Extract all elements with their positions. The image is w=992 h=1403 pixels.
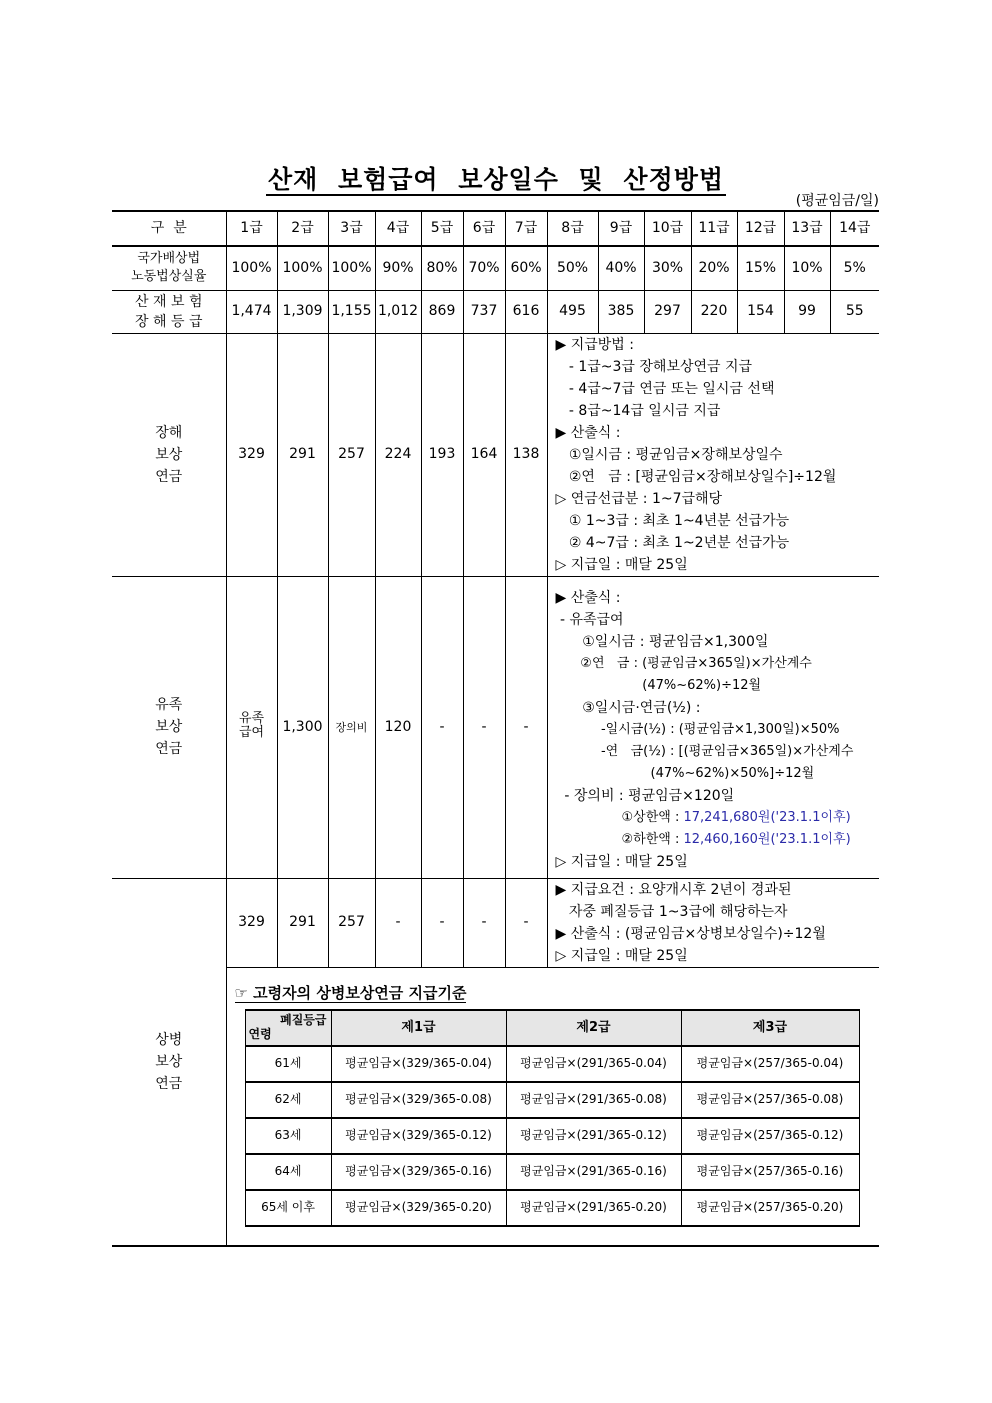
survivor-cell: -: [421, 576, 463, 878]
disability-description: ▶ 지급방법 : - 1급~3급 장해보상연금 지급 - 4급~7급 연금 또는 일시금 선택 - 8급~14급 일시금 지급 ▶ 산출식 : ①일시금 : 평균임금×장해보상일수 ②연 금 : [평균임금×장해보상일수]÷12월 ▷ 연금선급분 : 1~7급해당 ① 1~3급 : 최초 1~4년분 선급가능 ② 4~7급 : 최초 1~2년분 선급가능 ▷ 지급일 : 매달 25일: [547, 333, 879, 576]
formula-cell: 평균임금×(329/365-0.12): [331, 1118, 506, 1154]
formula-cell: 평균임금×(329/365-0.08): [331, 1082, 506, 1118]
elderly-title: ☞ 고령자의 상병보상연금 지급기준: [234, 983, 467, 1002]
age-cell: 64세: [245, 1154, 331, 1190]
rate-cell: 10%: [784, 246, 830, 290]
age-cell: 63세: [245, 1118, 331, 1154]
rate-cell: 5%: [830, 246, 879, 290]
header-row: [112, 211, 879, 246]
age-cell: 61세: [245, 1046, 331, 1082]
formula-cell: 평균임금×(257/365-0.04): [681, 1046, 859, 1082]
min-amount: ②하한액 : 12,460,160원('23.1.1이후): [621, 831, 851, 847]
formula-cell: 평균임금×(291/365-0.08): [506, 1082, 681, 1118]
rate-cell: 80%: [421, 246, 463, 290]
header-label: 구 분: [112, 211, 226, 246]
disability-cell: 257: [328, 333, 375, 576]
table-row: [245, 1190, 859, 1226]
formula-cell: 평균임금×(257/365-0.20): [681, 1190, 859, 1226]
days-cell: 55: [830, 290, 879, 333]
grade-header: 4급: [375, 211, 421, 246]
sickness-cell: -: [505, 878, 547, 967]
rate-cell: 40%: [598, 246, 644, 290]
days-cell: 220: [691, 290, 737, 333]
elderly-header-row: [245, 1010, 859, 1046]
table-row: [245, 1046, 859, 1082]
grade-header: 6급: [463, 211, 505, 246]
survivor-cell: -: [505, 576, 547, 878]
formula-cell: 평균임금×(257/365-0.16): [681, 1154, 859, 1190]
survivor-benefit-label: 유족급여: [226, 576, 277, 878]
sickness-description: ▶ 지급요건 : 요양개시후 2년이 경과된 자중 폐질등급 1~3급에 해당하는자 ▶ 산출식 : (평균임금×상병보상일수)÷12월 ▷ 지급일 : 매달 25일: [547, 878, 879, 967]
grade-header: 12급: [737, 211, 784, 246]
rate-cell: 100%: [277, 246, 328, 290]
days-cell: 1,474: [226, 290, 277, 333]
rate-label: 국가배상법 노동법상실율: [112, 246, 226, 290]
rate-cell: 90%: [375, 246, 421, 290]
rate-cell: 15%: [737, 246, 784, 290]
sickness-cell: -: [375, 878, 421, 967]
rate-cell: 50%: [547, 246, 598, 290]
disability-cell: 193: [421, 333, 463, 576]
formula-cell: 평균임금×(291/365-0.16): [506, 1154, 681, 1190]
elderly-col-header: 제3급: [681, 1010, 859, 1046]
sickness-cell: 329: [226, 878, 277, 967]
days-cell: 1,155: [328, 290, 375, 333]
days-cell: 99: [784, 290, 830, 333]
sickness-cell: -: [463, 878, 505, 967]
rate-row: [112, 246, 879, 290]
funeral-days: 120: [375, 576, 421, 878]
disability-cell: 291: [277, 333, 328, 576]
days-cell: 737: [463, 290, 505, 333]
formula-cell: 평균임금×(329/365-0.04): [331, 1046, 506, 1082]
rate-cell: 70%: [463, 246, 505, 290]
days-cell: 154: [737, 290, 784, 333]
survivor-days: 1,300: [277, 576, 328, 878]
grade-header: 10급: [644, 211, 691, 246]
days-cell: 1,012: [375, 290, 421, 333]
disability-cell: 224: [375, 333, 421, 576]
elderly-section: [226, 967, 879, 1246]
max-amount: ①상한액 : 17,241,680원('23.1.1이후): [621, 809, 851, 825]
rate-cell: 20%: [691, 246, 737, 290]
rate-cell: 100%: [328, 246, 375, 290]
grade-header: 11급: [691, 211, 737, 246]
grade-header: 9급: [598, 211, 644, 246]
sickness-cell: 257: [328, 878, 375, 967]
table-row: [245, 1154, 859, 1190]
rate-cell: 30%: [644, 246, 691, 290]
sickness-label: 상병 보상 연금: [112, 878, 226, 1246]
formula-cell: 평균임금×(257/365-0.08): [681, 1082, 859, 1118]
survivor-label: 유족 보상 연금: [112, 576, 226, 878]
benefit-table: [112, 210, 879, 1247]
formula-cell: 평균임금×(291/365-0.20): [506, 1190, 681, 1226]
days-cell: 869: [421, 290, 463, 333]
grade-header: 13급: [784, 211, 830, 246]
grade-header: 5급: [421, 211, 463, 246]
days-cell: 616: [505, 290, 547, 333]
sickness-row: [112, 878, 879, 967]
corner-cell: 폐질등급 연령: [245, 1010, 331, 1046]
sickness-cell: -: [421, 878, 463, 967]
disability-row: [112, 333, 879, 576]
table-row: [245, 1082, 859, 1118]
grade-header: 14급: [830, 211, 879, 246]
funeral-label: 장의비: [328, 576, 375, 878]
elderly-row: [112, 967, 879, 1246]
disability-label: 장해 보상 연금: [112, 333, 226, 576]
formula-cell: 평균임금×(291/365-0.12): [506, 1118, 681, 1154]
formula-cell: 평균임금×(291/365-0.04): [506, 1046, 681, 1082]
formula-cell: 평균임금×(329/365-0.20): [331, 1190, 506, 1226]
days-cell: 297: [644, 290, 691, 333]
rate-cell: 60%: [505, 246, 547, 290]
unit-note: (평균임금/일): [795, 193, 879, 209]
days-cell: 1,309: [277, 290, 328, 333]
days-label: 산 재 보 험 장 해 등 급: [112, 290, 226, 333]
age-cell: 62세: [245, 1082, 331, 1118]
days-cell: 495: [547, 290, 598, 333]
disability-cell: 138: [505, 333, 547, 576]
formula-cell: 평균임금×(257/365-0.12): [681, 1118, 859, 1154]
grade-header: 2급: [277, 211, 328, 246]
disability-cell: 164: [463, 333, 505, 576]
page-title: 산재 보험급여 보상일수 및 산정방법: [267, 165, 725, 194]
age-cell: 65세 이후: [245, 1190, 331, 1226]
days-row: [112, 290, 879, 333]
grade-header: 3급: [328, 211, 375, 246]
days-cell: 385: [598, 290, 644, 333]
elderly-col-header: 제1급: [331, 1010, 506, 1046]
survivor-description: ▶ 산출식 : - 유족급여 ①일시금 : 평균임금×1,300일 ②연 금 : (평균임금×365일)×가산계수 (47%~62%)÷12월 ③일시금·연금(½) : -일시금(½) : (평균임금×1,300일)×50% -연 금(½) : [(평균임금×365일)×가산계수 (47%~62%)×50%]÷12월 - 장의비 : 평균임금×120일 ①상한액 : 17,241,680원('23.1.1이후) ②하한액 : 12,460,160원('23.1.1이후) ▷ 지급일 : 매달 25일: [547, 576, 879, 878]
grade-header: 8급: [547, 211, 598, 246]
survivor-row: [112, 576, 879, 878]
table-row: [245, 1118, 859, 1154]
elderly-table: [245, 1009, 860, 1227]
sickness-cell: 291: [277, 878, 328, 967]
disability-cell: 329: [226, 333, 277, 576]
grade-header: 7급: [505, 211, 547, 246]
rate-cell: 100%: [226, 246, 277, 290]
elderly-col-header: 제2급: [506, 1010, 681, 1046]
formula-cell: 평균임금×(329/365-0.16): [331, 1154, 506, 1190]
grade-header: 1급: [226, 211, 277, 246]
survivor-cell: -: [463, 576, 505, 878]
